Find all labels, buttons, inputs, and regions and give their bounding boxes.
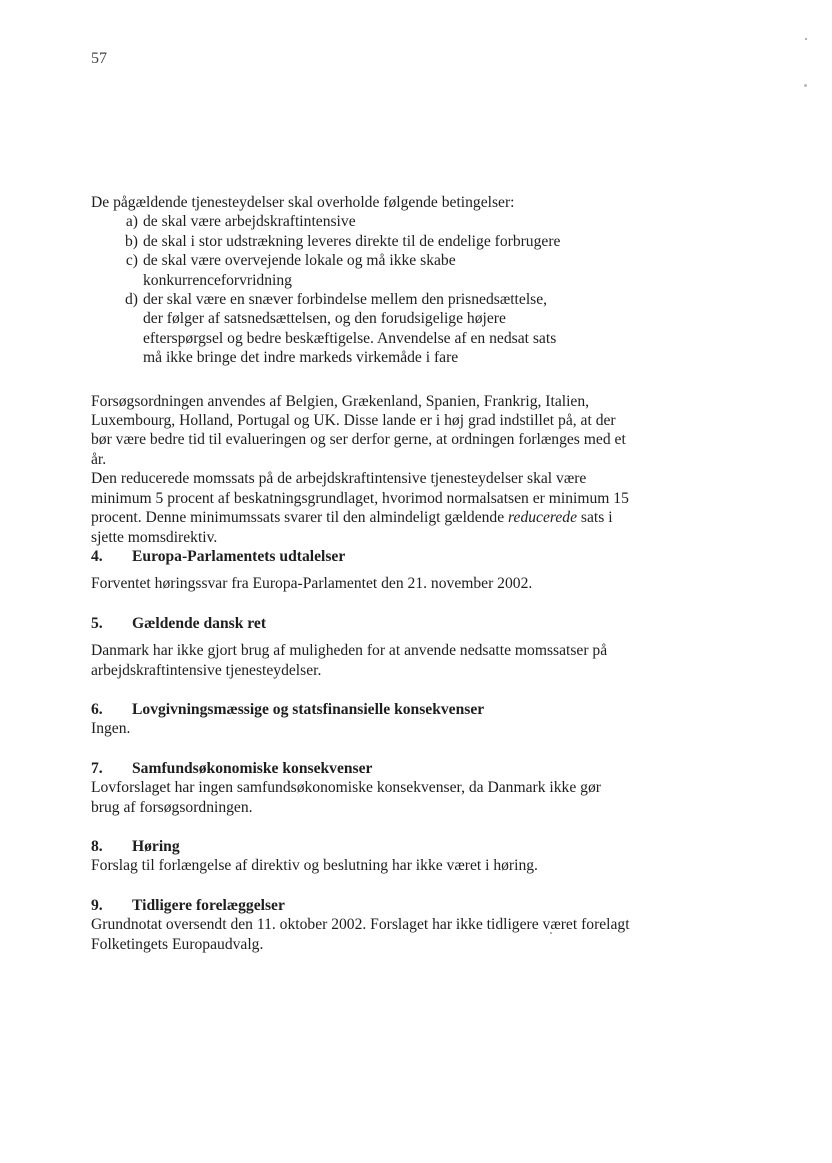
list-item-text: der skal være en snæver forbindelse mellem den prisnedsættelse, der følger af satsnedsættelsen, og den forudsigelige højere efterspørgsel og bedre beskæftigelse. Anvendelse af en nedsat sats må ikke bringe det indre markeds virkemåde i fare: [143, 291, 557, 367]
rate-text-end: sats i sjette momsdirektiv.: [91, 509, 613, 546]
document-body: [91, 193, 631, 974]
list-marker: a): [125, 213, 138, 231]
list-marker: b): [125, 232, 138, 250]
section-number: 5.: [91, 614, 103, 632]
list-item-text: de skal i stor udstrækning leveres direkte til de endelige forbrugere: [143, 232, 561, 250]
section-title: Tidligere forelæggelser: [132, 896, 285, 914]
section-6: [91, 700, 631, 739]
section-7: [91, 759, 631, 817]
list-item: [91, 251, 631, 290]
section-heading: [91, 759, 631, 778]
section-9: [91, 896, 631, 954]
section-title: Europa-Parlamentets udtalelser: [132, 547, 346, 565]
conditions-list: [91, 212, 631, 367]
list-item: [91, 212, 631, 231]
section-number: 4.: [91, 547, 103, 565]
section-body: Grundnotat oversendt den 11. oktober 2002. Forslaget har ikke tidligere været forelagt Folketingets Europaudvalg.: [91, 916, 630, 953]
section-number: 6.: [91, 700, 103, 718]
section-heading: [91, 837, 631, 856]
page-number: 57: [91, 50, 107, 67]
section-title: Gældende dansk ret: [132, 614, 267, 632]
list-marker: c): [125, 252, 138, 270]
rate-paragraph: [91, 469, 631, 547]
rate-text: Den reducerede momssats på de arbejdskraftintensive tjenesteydelser skal være minimum 5 procent af beskatningsgrundlaget, hvorimod normalsatsen er minimum 15 procent. Denne minimumssats svarer til den almindeligt gældende: [91, 470, 629, 527]
section-heading: [91, 896, 631, 915]
section-heading: [91, 700, 631, 719]
list-item-text: de skal være overvejende lokale og må ikke skabe konkurrenceforvridning: [143, 252, 456, 289]
section-title: Samfundsøkonomiske konsekvenser: [132, 759, 373, 777]
rate-emphasis: reducerede: [508, 509, 578, 527]
section-body: Forslag til forlængelse af direktiv og beslutning har ikke været i høring.: [91, 857, 538, 875]
list-item: [91, 232, 631, 251]
section-body: Danmark har ikke gjort brug af muligheden for at anvende nedsatte momssatser på arbejdskraftintensive tjenesteydelser.: [91, 642, 608, 679]
section-number: 9.: [91, 896, 103, 914]
list-marker: d): [125, 291, 138, 309]
section-title: Høring: [132, 837, 180, 855]
list-item-text: de skal være arbejdskraftintensive: [143, 213, 356, 231]
scan-speck: [804, 84, 807, 87]
section-heading: [91, 614, 631, 633]
scan-speck: [805, 38, 807, 40]
section-5: [91, 614, 631, 680]
section-number: 8.: [91, 837, 103, 855]
countries-paragraph: Forsøgsordningen anvendes af Belgien, Grækenland, Spanien, Frankrig, Italien, Luxembourg, Holland, Portugal og UK. Disse lande er i høj grad indstillet på, at der bør være bedre tid til evalueringen og ser derfor gerne, at ordningen forlænges med et år.: [91, 392, 626, 468]
section-body: Ingen.: [91, 720, 131, 738]
list-item: [91, 290, 631, 368]
section-8: [91, 837, 631, 876]
section-4: [91, 547, 631, 594]
section-heading: [91, 547, 631, 566]
section-title: Lovgivningsmæssige og statsfinansielle konsekvenser: [132, 700, 485, 718]
section-body: Forventet høringssvar fra Europa-Parlamentet den 21. november 2002.: [91, 575, 533, 593]
section-number: 7.: [91, 759, 103, 777]
section-body: Lovforslaget har ingen samfundsøkonomiske konsekvenser, da Danmark ikke gør brug af forsøgsordningen.: [91, 779, 601, 816]
intro-paragraph: De pågældende tjenesteydelser skal overholde følgende betingelser:: [91, 194, 515, 211]
